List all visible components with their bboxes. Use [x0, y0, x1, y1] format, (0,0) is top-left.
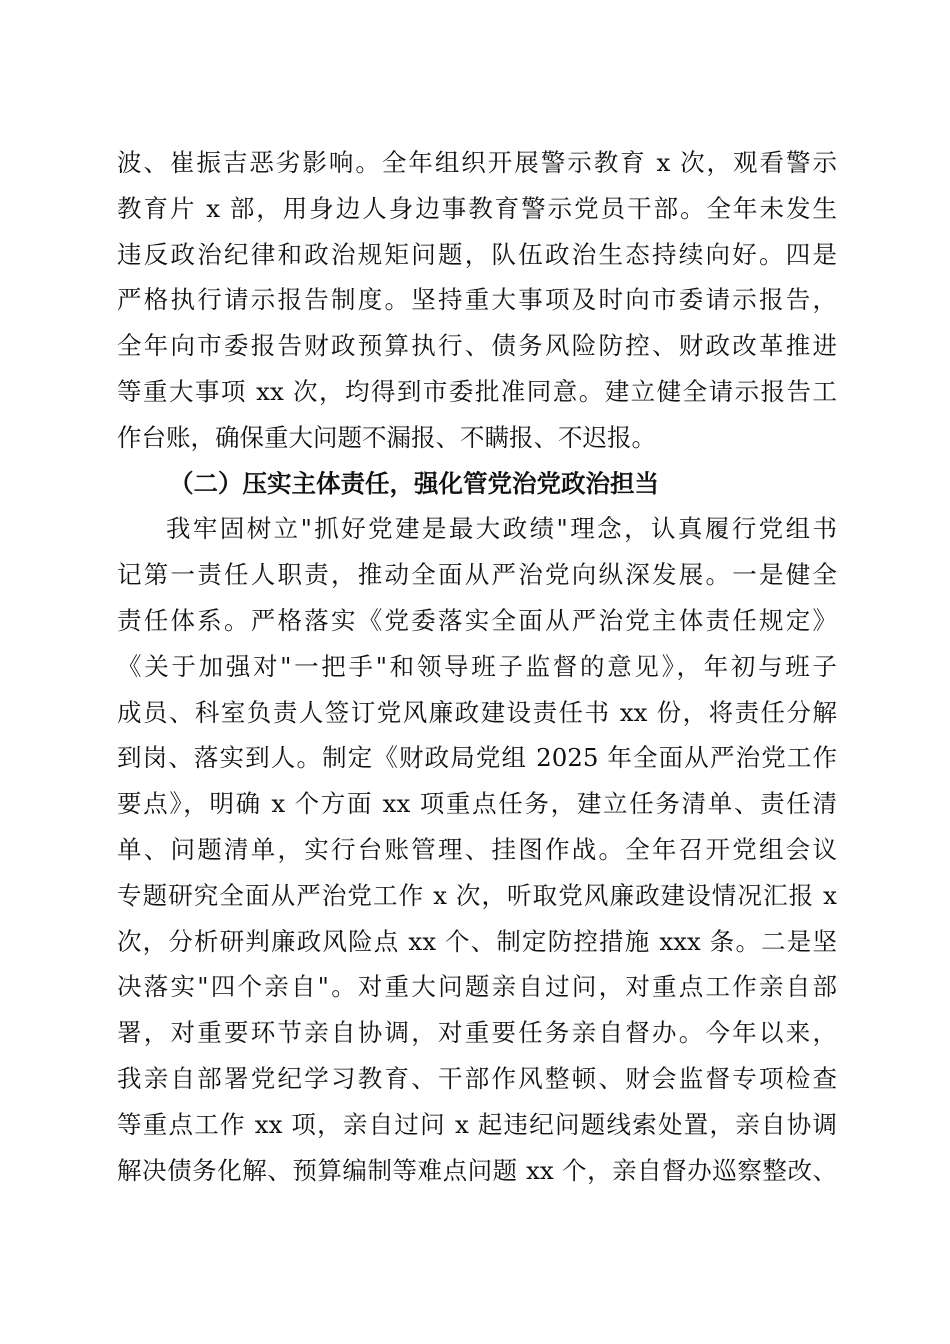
text-line: 要点》，明确 x 个方面 xx 项重点任务，建立任务清单、责任清 — [117, 789, 837, 819]
text-line: 到岗、落实到人。制定《财政局党组 2025 年全面从严治党工作 — [117, 743, 837, 773]
text-line: 教育片 x 部，用身边人身边事教育警示党员干部。全年未发生 — [117, 193, 837, 223]
text-line: 我牢固树立"抓好党建是最大政绩"理念，认真履行党组书 — [166, 514, 837, 544]
text-line: 等重大事项 xx 次，均得到市委批准同意。建立健全请示报告工 — [117, 376, 837, 406]
text-line: 我亲自部署党纪学习教育、干部作风整顿、财会监督专项检查 — [117, 1063, 837, 1093]
text-line: 波、崔振吉恶劣影响。全年组织开展警示教育 x 次，观看警示 — [117, 148, 837, 177]
text-line: 等重点工作 xx 项，亲自过问 x 起违纪问题线索处置，亲自协调 — [117, 1109, 837, 1139]
text-line: 解决债务化解、预算编制等难点问题 xx 个，亲自督办巡察整改、 — [117, 1155, 837, 1185]
text-line: 违反政治纪律和政治规矩问题，队伍政治生态持续向好。四是 — [117, 239, 837, 269]
text-line: 署，对重要环节亲自协调，对重要任务亲自督办。今年以来， — [117, 1018, 837, 1048]
text-line: 《关于加强对"一把手"和领导班子监督的意见》，年初与班子 — [117, 651, 837, 681]
text-line: 专题研究全面从严治党工作 x 次，听取党风廉政建设情况汇报 x — [117, 880, 837, 910]
text-line: 记第一责任人职责，推动全面从严治党向纵深发展。一是健全 — [117, 560, 837, 590]
text-line: 严格执行请示报告制度。坚持重大事项及时向市委请示报告， — [117, 285, 837, 315]
text-line: 单、问题清单，实行台账管理、挂图作战。全年召开党组会议 — [117, 834, 837, 864]
text-line: 全年向市委报告财政预算执行、债务风险防控、财政改革推进 — [117, 331, 837, 361]
section-heading: （二）压实主体责任，强化管党治党政治担当 — [169, 468, 659, 498]
text-line: 作台账，确保重大问题不漏报、不瞒报、不迟报。 — [117, 422, 656, 452]
text-line: 决落实"四个亲自"。对重大问题亲自过问，对重点工作亲自部 — [117, 972, 837, 1002]
document-body — [117, 140, 837, 1193]
text-line: 次，分析研判廉政风险点 xx 个、制定防控措施 xxx 条。二是坚 — [117, 926, 837, 956]
text-line: 责任体系。严格落实《党委落实全面从严治党主体责任规定》 — [117, 605, 837, 635]
text-line: 成员、科室负责人签订党风廉政建设责任书 xx 份，将责任分解 — [117, 697, 837, 727]
